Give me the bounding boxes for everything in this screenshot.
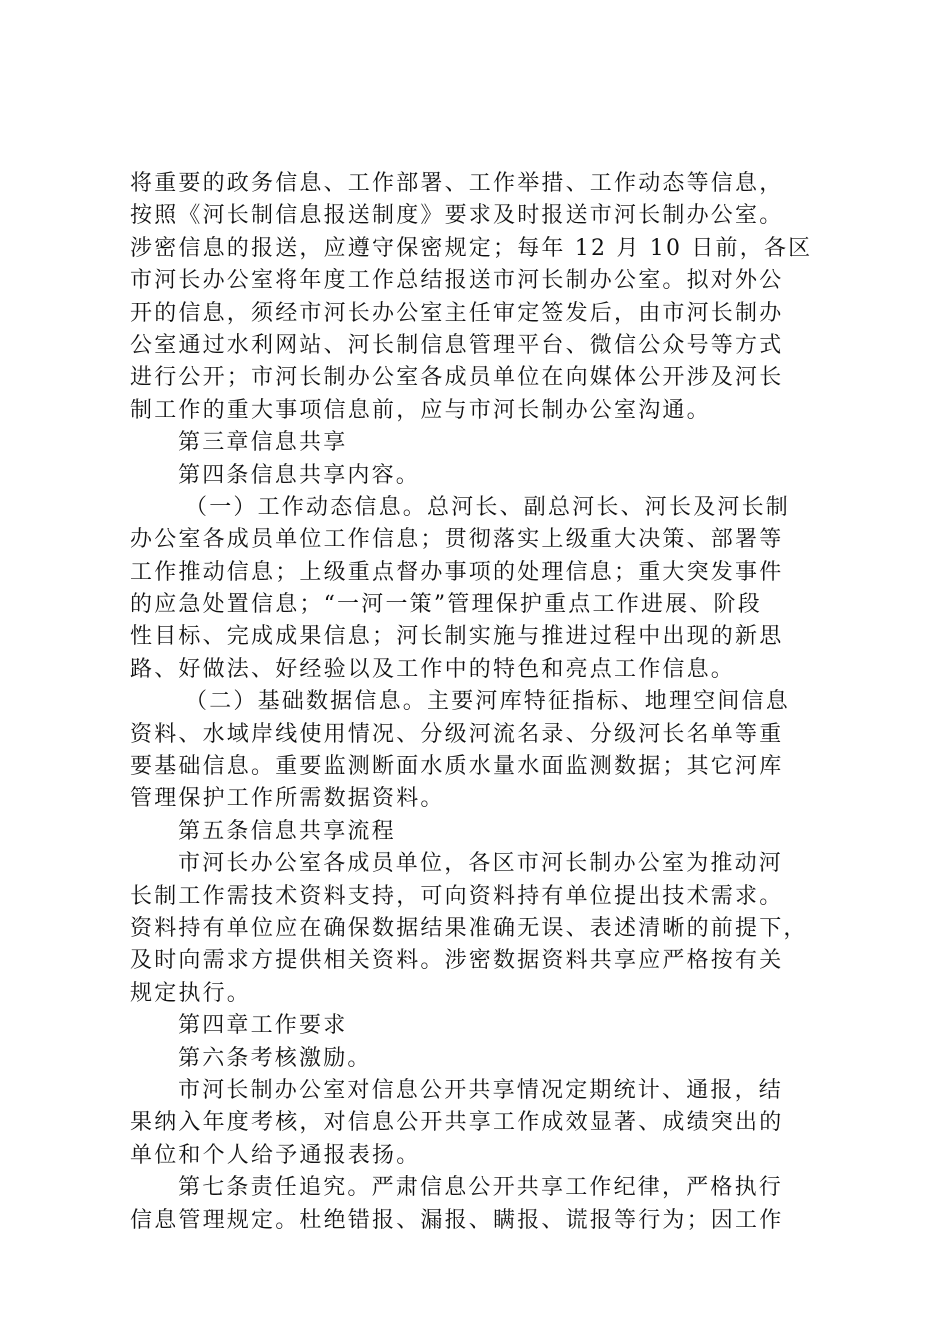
paragraph-line: 工作推动信息；上级重点督办事项的处理信息；重大突发事件 [130,559,784,585]
paragraph-line: 单位和个人给予通报表扬。 [130,1142,421,1168]
paragraph-line: 市河长办公室将年度工作总结报送市河长制办公室。拟对外公 [130,268,784,294]
paragraph-line: 性目标、完成成果信息；河长制实施与推进过程中出现的新思 [130,624,784,650]
article-heading: 第四条信息共享内容。 [178,462,421,488]
paragraph-line: 果纳入年度考核，对信息公开共享工作成效显著、成绩突出的 [130,1110,784,1136]
paragraph-line: 涉密信息的报送，应遵守保密规定；每年 12 月 10 日前，各区 [130,235,813,261]
paragraph-line: 办公室各成员单位工作信息；贯彻落实上级重大决策、部署等 [130,527,784,553]
paragraph-line: 资料、水域岸线使用情况、分级河流名录、分级河长名单等重 [130,721,784,747]
paragraph-line: 第七条责任追究。严肃信息公开共享工作纪律，严格执行 [178,1175,784,1201]
paragraph-line: 市河长办公室各成员单位，各区市河长制办公室为推动河 [178,851,784,877]
article-heading: 第六条考核激励。 [178,1045,372,1071]
paragraph-line: 市河长制办公室对信息公开共享情况定期统计、通报，结 [178,1077,784,1103]
paragraph-line: 规定执行。 [130,980,252,1006]
paragraph-line: 的应急处置信息；“一河一策”管理保护重点工作进展、阶段 [130,592,762,618]
paragraph-line: 及时向需求方提供相关资料。涉密数据资料共享应严格按有关 [130,948,784,974]
paragraph-line: 公室通过水利网站、河长制信息管理平台、微信公众号等方式 [130,332,784,358]
paragraph-line: 开的信息，须经市河长办公室主任审定签发后，由市河长制办 [130,300,784,326]
document-body [130,168,830,1237]
article-heading: 第五条信息共享流程 [178,818,396,844]
paragraph-line: 信息管理规定。杜绝错报、漏报、瞒报、谎报等行为；因工作 [130,1207,784,1233]
paragraph-line: （二）基础数据信息。主要河库特征指标、地理空间信息 [185,689,791,715]
paragraph-line: 制工作的重大事项信息前，应与市河长制办公室沟通。 [130,397,711,423]
paragraph-line: 管理保护工作所需数据资料。 [130,786,445,812]
chapter-heading: 第三章信息共享 [178,430,348,456]
paragraph-line: 要基础信息。重要监测断面水质水量水面监测数据；其它河库 [130,754,784,780]
chapter-heading: 第四章工作要求 [178,1013,348,1039]
paragraph-line: 将重要的政务信息、工作部署、工作举措、工作动态等信息， [130,171,784,196]
paragraph-line: 进行公开；市河长制办公室各成员单位在向媒体公开涉及河长 [130,365,784,391]
paragraph-line: 资料持有单位应在确保数据结果准确无误、表述清晰的前提下， [130,915,808,941]
paragraph-line: 长制工作需技术资料支持，可向资料持有单位提出技术需求。 [130,883,784,909]
paragraph-line: （一）工作动态信息。总河长、副总河长、河长及河长制 [185,494,791,520]
paragraph-line: 路、好做法、好经验以及工作中的特色和亮点工作信息。 [130,656,736,682]
paragraph-line: 按照《河长制信息报送制度》要求及时报送市河长制办公室。 [130,203,784,229]
